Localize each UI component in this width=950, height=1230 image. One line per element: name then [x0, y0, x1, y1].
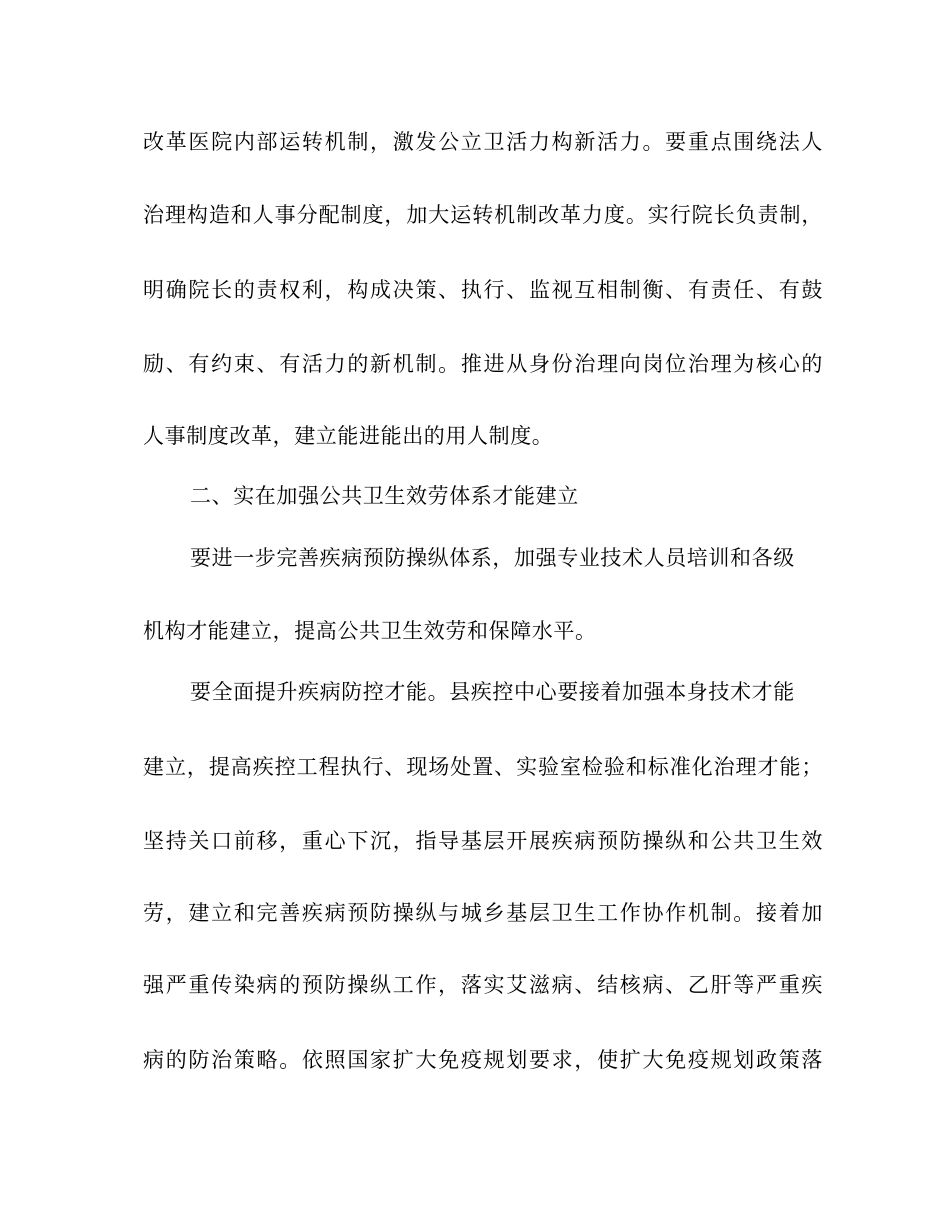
paragraph-line: 建立，提高疾控工程执行、现场处置、实验室检验和标准化治理才能；: [143, 755, 823, 779]
paragraph-line: 改革医院内部运转机制，激发公立卫活力构新活力。要重点围绕法人: [143, 130, 823, 154]
paragraph-line: 人事制度改革，建立能进能出的用人制度。: [143, 424, 554, 448]
paragraph-line: 励、有约束、有活力的新机制。推进从身份治理向岗位治理为核心的: [143, 352, 823, 376]
paragraph-line: 明确院长的责权利，构成决策、执行、监视互相制衡、有责任、有鼓: [143, 278, 823, 302]
paragraph-line: 坚持关口前移，重心下沉，指导基层开展疾病预防操纵和公共卫生效: [143, 829, 823, 853]
paragraph-line: 要全面提升疾病防控才能。县疾控中心要接着加强本身技术才能: [190, 680, 795, 704]
paragraph-line: 机构才能建立，提高公共卫生效劳和保障水平。: [143, 619, 597, 643]
paragraph-line: 劳，建立和完善疾病预防操纵与城乡基层卫生工作协作机制。接着加: [143, 901, 823, 925]
paragraph-line: 强严重传染病的预防操纵工作，落实艾滋病、结核病、乙肝等严重疾: [143, 973, 823, 997]
paragraph-line: 治理构造和人事分配制度，加大运转机制改革力度。实行院长负责制，: [143, 203, 823, 227]
paragraph-line: 要进一步完善疾病预防操纵体系，加强专业技术人员培训和各级: [190, 546, 795, 570]
paragraph-line: 病的防治策略。依照国家扩大免疫规划要求，使扩大免疫规划政策落: [143, 1048, 823, 1072]
section-heading: 二、实在加强公共卫生效劳体系才能建立: [190, 484, 579, 508]
